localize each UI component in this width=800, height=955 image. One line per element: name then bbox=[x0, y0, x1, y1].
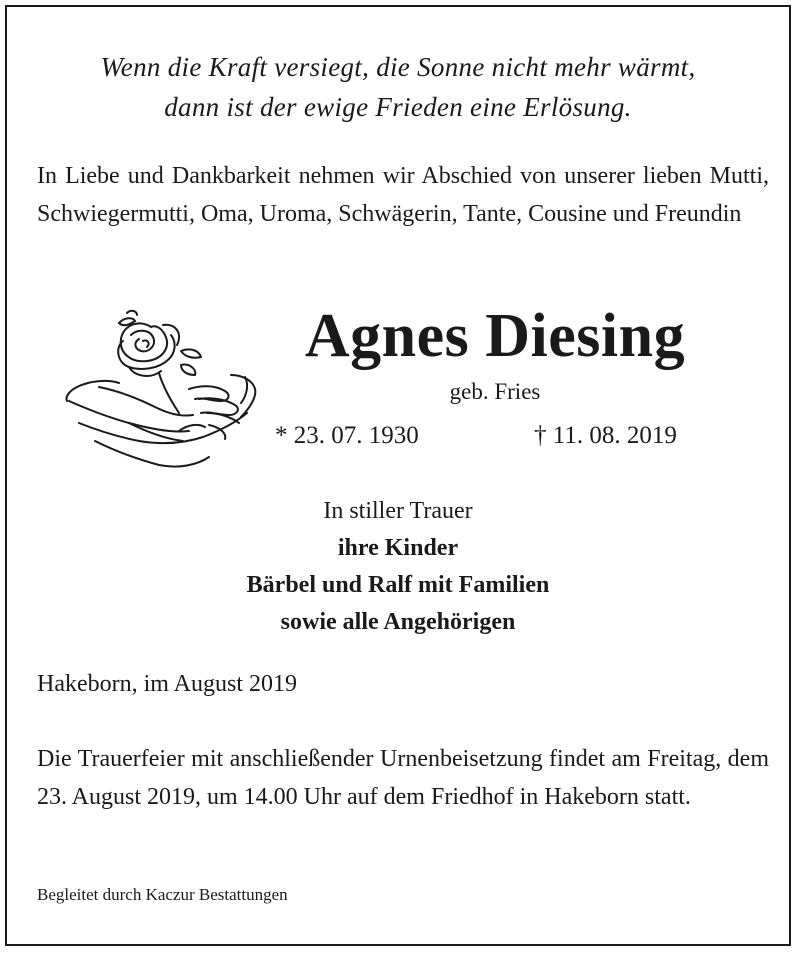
undertaker-credit: Begleitet durch Kaczur Bestattungen bbox=[37, 885, 288, 904]
mourners-line-3: Bärbel und Ralf mit Familien bbox=[246, 572, 550, 598]
place-date: Hakeborn, im August 2019 bbox=[37, 671, 297, 697]
mourners-line-4: sowie alle Angehörigen bbox=[280, 609, 516, 635]
motto-line-2: dann ist der ewige Frieden eine Erlösung. bbox=[164, 92, 632, 122]
birth-date: * 23. 07. 1930 bbox=[275, 422, 419, 449]
intro-text: In Liebe und Dankbarkeit nehmen wir Abschied von unserer lieben Mutti, Schwiegermutti, Oma, Uroma, Schwägerin, Tante, Cousine und Freundin bbox=[37, 163, 769, 227]
death-date: † 11. 08. 2019 bbox=[534, 422, 677, 449]
deceased-name: Agnes Diesing bbox=[304, 302, 686, 370]
obituary-notice bbox=[5, 5, 791, 946]
mourners-line-2: ihre Kinder bbox=[337, 535, 459, 561]
rose-in-hands-icon bbox=[59, 305, 259, 471]
mourners-block bbox=[7, 493, 789, 641]
motto-verse bbox=[7, 47, 789, 127]
maiden-name: geb. Fries bbox=[449, 379, 541, 404]
mourners-line-1: In stiller Trauer bbox=[323, 498, 473, 524]
motto-line-1: Wenn die Kraft versiegt, die Sonne nicht mehr wärmt, bbox=[100, 52, 696, 82]
service-details: Die Trauerfeier mit anschließender Urnenbeisetzung findet am Freitag, dem 23. August 2019, um 14.00 Uhr auf dem Friedhof in Hakeborn statt. bbox=[37, 746, 769, 810]
